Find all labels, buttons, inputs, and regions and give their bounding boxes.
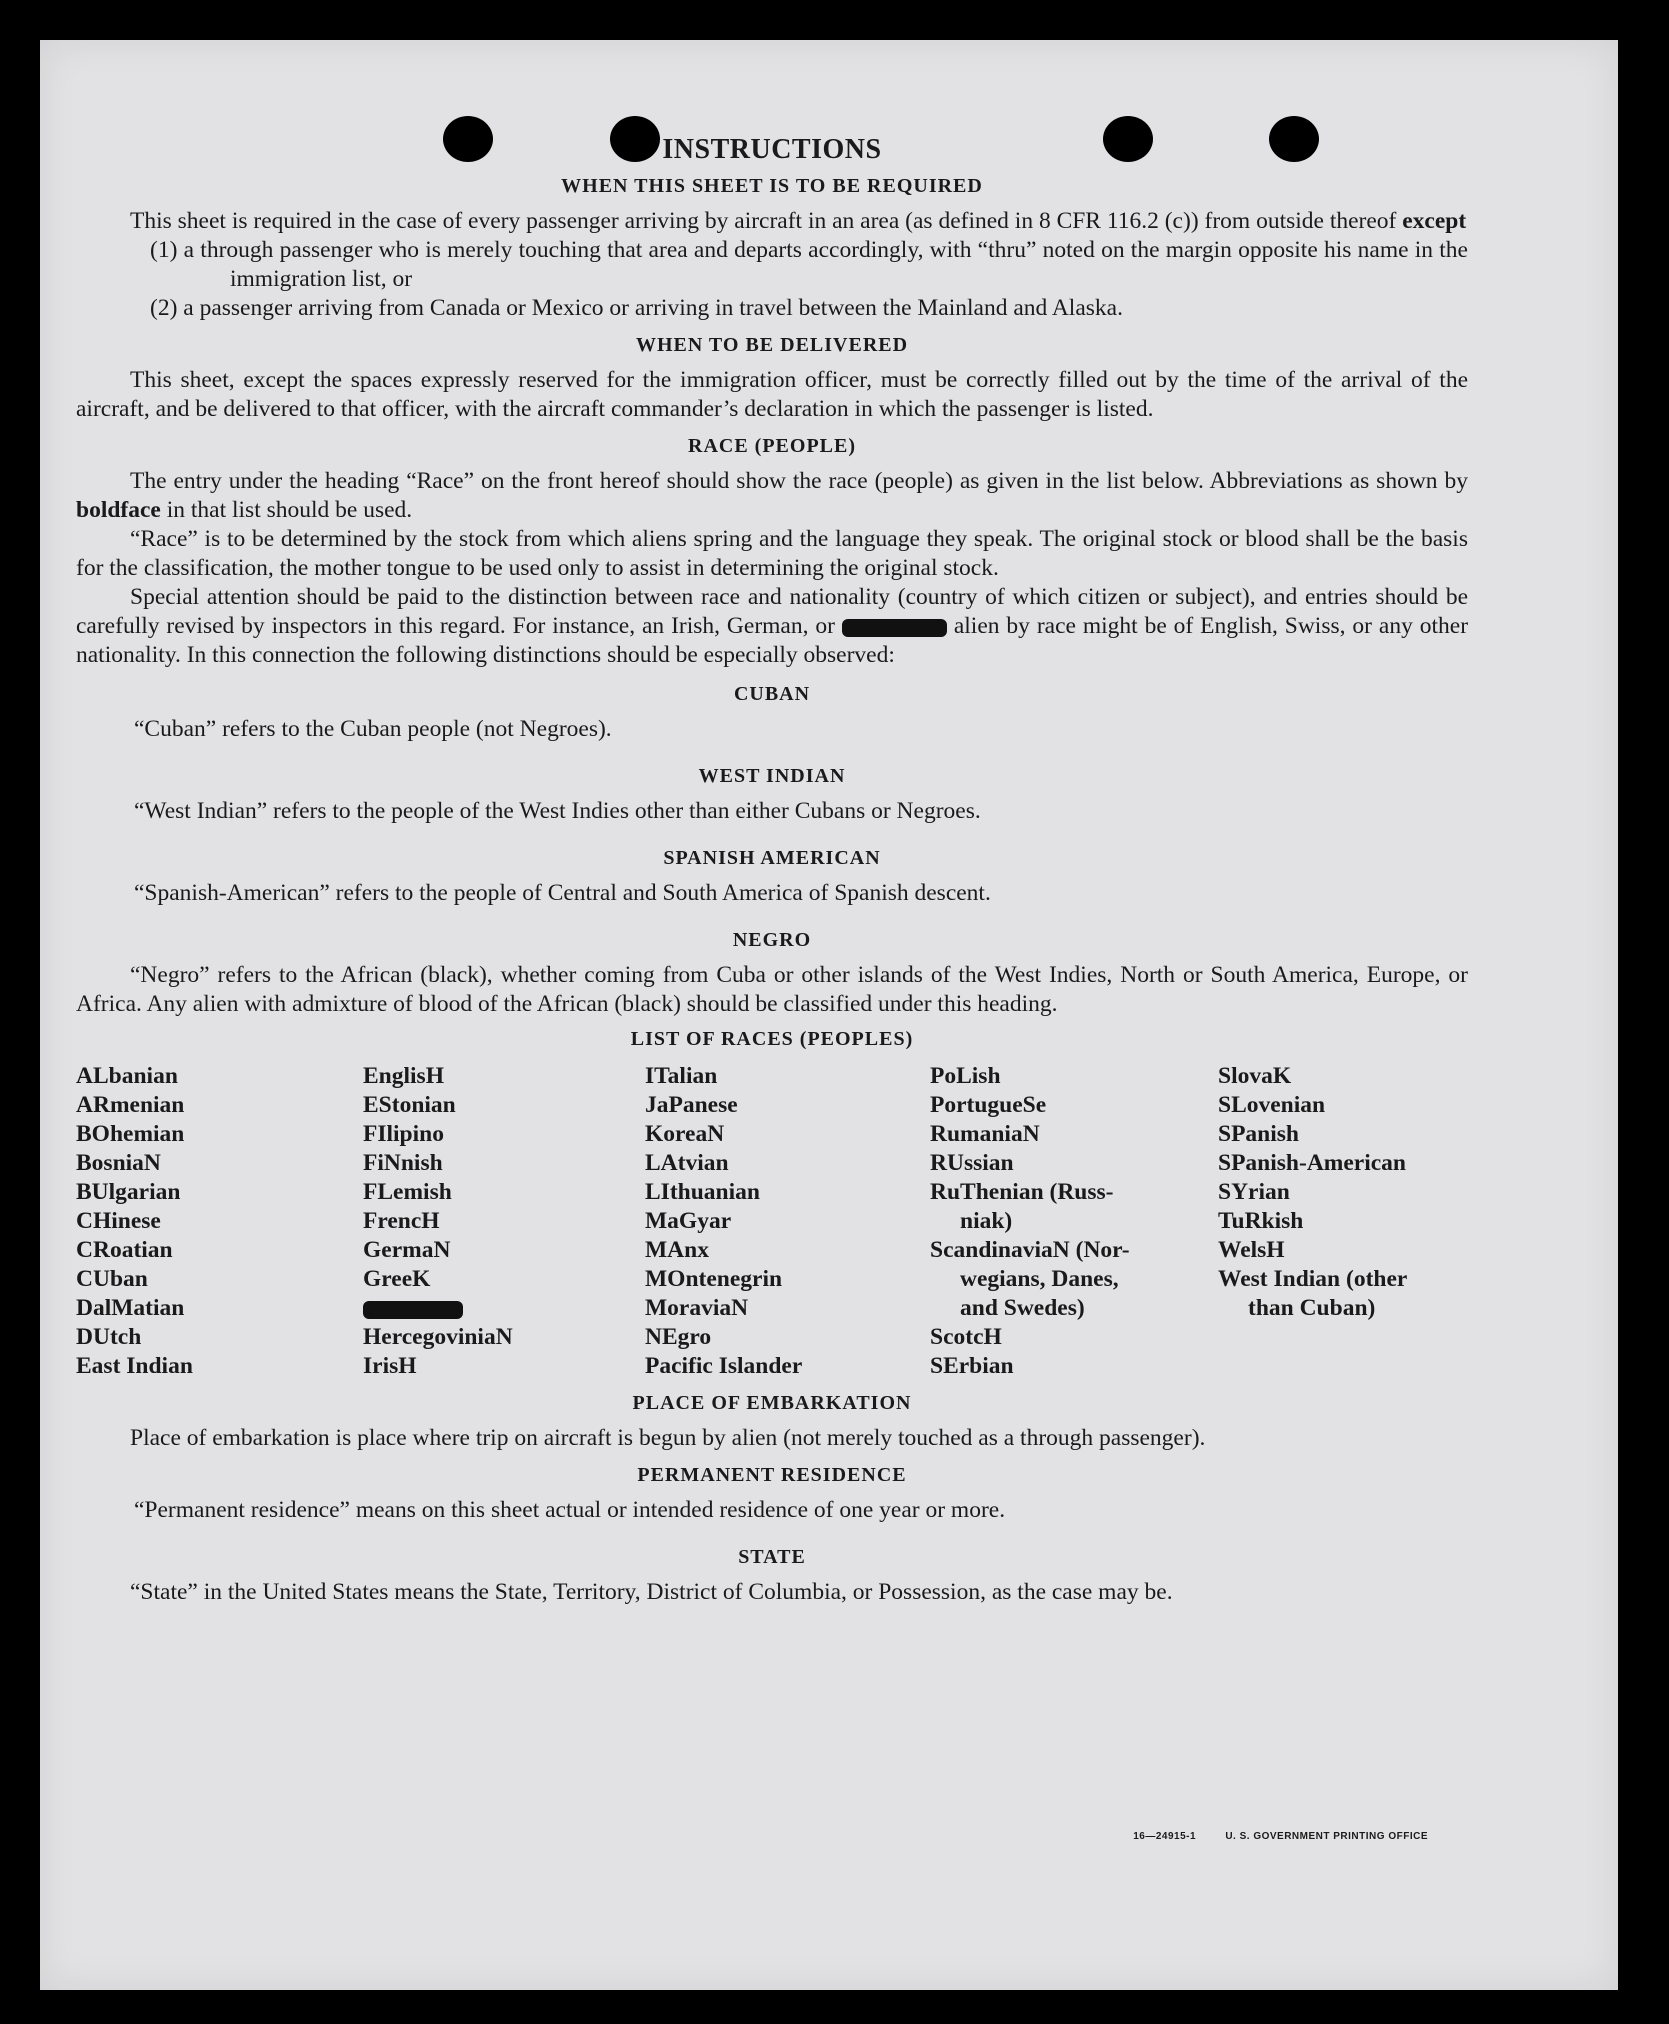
list-item: than Cuban) bbox=[1248, 1295, 1376, 1321]
list-item: East Indian bbox=[76, 1353, 193, 1379]
list-item: ALbanian bbox=[76, 1063, 178, 1089]
list-item: RuThenian (Russ- bbox=[930, 1179, 1114, 1205]
list-item: CUban bbox=[76, 1266, 148, 1292]
list-item: JaPanese bbox=[645, 1092, 738, 1118]
list-item: ScandinaviaN (Nor- bbox=[930, 1237, 1130, 1263]
race-column bbox=[1218, 1062, 1468, 1381]
definition: “West Indian” refers to the people of the West Indies other than either Cubans or Negroes. bbox=[134, 798, 981, 824]
paragraph-text: alien by race might be of English, Swiss, or any other nationality. In this connection the following distinctions should be especially observed: bbox=[76, 613, 1469, 668]
emphasis-text: boldface bbox=[76, 497, 161, 523]
race-column bbox=[930, 1062, 1218, 1381]
section-heading: WEST INDIAN bbox=[698, 765, 846, 787]
printer-imprint: U. S. GOVERNMENT PRINTING OFFICE bbox=[1225, 1831, 1428, 1842]
form-footer bbox=[1107, 1831, 1428, 1842]
page-title: INSTRUCTIONS bbox=[662, 134, 882, 165]
list-item: KoreaN bbox=[645, 1121, 725, 1147]
paragraph: “Race” is to be determined by the stock from which aliens spring and the language they speak. The original stock or blood shall be the basis for the classification, the mother tongue to be used only to assist in determining the original stock. bbox=[76, 526, 1468, 581]
instructions-body bbox=[76, 134, 1469, 1607]
list-item: MAnx bbox=[645, 1237, 709, 1263]
list-item: PoLish bbox=[930, 1063, 1001, 1089]
list-item: SPanish bbox=[1218, 1121, 1299, 1147]
list-item: wegians, Danes, bbox=[960, 1266, 1119, 1292]
list-item: (1) a through passenger who is merely touching that area and departs accordingly, with “thru” noted on the margin opposite his name in the immigration list, or bbox=[150, 237, 1468, 292]
section-heading: NEGRO bbox=[732, 929, 812, 951]
list-item: WelsH bbox=[1218, 1237, 1285, 1263]
list-item: ARmenian bbox=[76, 1092, 185, 1118]
emphasis-text: except bbox=[1402, 208, 1467, 234]
list-item: GreeK bbox=[363, 1266, 431, 1292]
list-item: CHinese bbox=[76, 1208, 161, 1234]
section-heading: CUBAN bbox=[733, 683, 811, 705]
list-item: SErbian bbox=[930, 1353, 1014, 1379]
paragraph-text: This sheet is required in the case of every passenger arriving by aircraft in an area (as defined in 8 CFR 116.2 (c)) from outside thereof bbox=[130, 208, 1397, 234]
list-item: SlovaK bbox=[1218, 1063, 1292, 1089]
list-item: FLemish bbox=[363, 1179, 452, 1205]
definition: “Permanent residence” means on this sheet actual or intended residence of one year or more. bbox=[134, 1497, 1006, 1523]
list-item: FIlipino bbox=[363, 1121, 444, 1147]
list-item: ScotcH bbox=[930, 1324, 1002, 1350]
document-sheet bbox=[40, 40, 1618, 1990]
race-column bbox=[645, 1062, 930, 1381]
paragraph-text: The entry under the heading “Race” on the front hereof should show the race (people) as given in the list below. Abbreviations as shown by bbox=[130, 468, 1468, 494]
list-item: and Swedes) bbox=[960, 1295, 1085, 1321]
list-item: BUlgarian bbox=[76, 1179, 181, 1205]
paragraph bbox=[76, 583, 1468, 670]
section-heading: SPANISH AMERICAN bbox=[663, 847, 881, 869]
list-item: LAtvian bbox=[645, 1150, 729, 1176]
paragraph: This sheet, except the spaces expressly reserved for the immigration officer, must be correctly filled out by the time of the arrival of the aircraft, and be delivered to that officer, with the aircraft commander’s declaration in which the passenger is listed. bbox=[76, 367, 1468, 422]
list-item: RumaniaN bbox=[930, 1121, 1040, 1147]
list-item: MaGyar bbox=[645, 1208, 732, 1234]
section-heading: STATE bbox=[738, 1546, 806, 1568]
section-heading: LIST OF RACES (PEOPLES) bbox=[630, 1028, 914, 1050]
list-item: FiNnish bbox=[363, 1150, 443, 1176]
list-item: FrencH bbox=[363, 1208, 440, 1234]
redaction-mark bbox=[363, 1301, 463, 1319]
list-item: PortugueSe bbox=[930, 1092, 1047, 1118]
race-group bbox=[363, 1323, 645, 1381]
section-heading: WHEN TO BE DELIVERED bbox=[635, 334, 909, 356]
section-heading: WHEN THIS SHEET IS TO BE REQUIRED bbox=[561, 175, 983, 197]
paragraph-text: Special attention should be paid to the distinction between race and nationality (country of which citizen or subject), and entries should be carefully revised by inspectors in this regard. For instance, an Irish, German, or bbox=[76, 584, 1468, 639]
list-item: CRoatian bbox=[76, 1237, 173, 1263]
list-item: niak) bbox=[960, 1208, 1013, 1234]
list-item: LIthuanian bbox=[645, 1179, 760, 1205]
race-column bbox=[363, 1062, 645, 1381]
definition: Place of embarkation is place where trip on aircraft is begun by alien (not merely touched as a through passenger). bbox=[130, 1425, 1206, 1451]
list-item: BOhemian bbox=[76, 1121, 185, 1147]
section-heading: RACE (PEOPLE) bbox=[688, 435, 856, 457]
list-item: MOntenegrin bbox=[645, 1266, 783, 1292]
definition: “State” in the United States means the State, Territory, District of Columbia, or Possession, as the case may be. bbox=[130, 1579, 1173, 1605]
list-item: (2) a passenger arriving from Canada or Mexico or arriving in travel between the Mainland and Alaska. bbox=[150, 295, 1123, 321]
race-group bbox=[363, 1062, 645, 1294]
definition: “Cuban” refers to the Cuban people (not Negroes). bbox=[134, 716, 612, 742]
paragraph bbox=[76, 467, 1468, 525]
section-heading: PLACE OF EMBARKATION bbox=[632, 1392, 912, 1414]
list-item: West Indian (other bbox=[1218, 1266, 1408, 1292]
list-item: SYrian bbox=[1218, 1179, 1290, 1205]
paragraph bbox=[76, 207, 1468, 236]
definition: “Spanish-American” refers to the people of Central and South America of Spanish descent. bbox=[134, 880, 991, 906]
section-heading: PERMANENT RESIDENCE bbox=[637, 1464, 907, 1486]
race-column bbox=[76, 1062, 363, 1381]
list-item: MoraviaN bbox=[645, 1295, 749, 1321]
redaction-mark bbox=[842, 619, 947, 637]
list-item: DalMatian bbox=[76, 1295, 185, 1321]
race-list bbox=[76, 1062, 1468, 1381]
definition: “Negro” refers to the African (black), whether coming from Cuba or other islands of the West Indies, North or South America, Europe, or Africa. Any alien with admixture of blood of the African (black) should be classified under this heading. bbox=[76, 962, 1468, 1017]
list-item bbox=[363, 1294, 645, 1323]
list-item: HercegoviniaN bbox=[363, 1324, 513, 1350]
list-item: RUssian bbox=[930, 1150, 1014, 1176]
list-item: EStonian bbox=[363, 1092, 456, 1118]
list-item: DUtch bbox=[76, 1324, 142, 1350]
list-item: GermaN bbox=[363, 1237, 451, 1263]
list-item: SPanish-American bbox=[1218, 1150, 1406, 1176]
list-item: TuRkish bbox=[1218, 1208, 1304, 1234]
paragraph-text: in that list should be used. bbox=[166, 497, 413, 523]
list-item: BosniaN bbox=[76, 1150, 161, 1176]
list-item: ITalian bbox=[645, 1063, 718, 1089]
list-item: EnglisH bbox=[363, 1063, 444, 1089]
list-item: IrisH bbox=[363, 1353, 417, 1379]
list-item: NEgro bbox=[645, 1324, 712, 1350]
list-item: SLovenian bbox=[1218, 1092, 1326, 1118]
form-number: 16—24915-1 bbox=[1133, 1831, 1197, 1842]
list-item: Pacific Islander bbox=[645, 1353, 803, 1379]
